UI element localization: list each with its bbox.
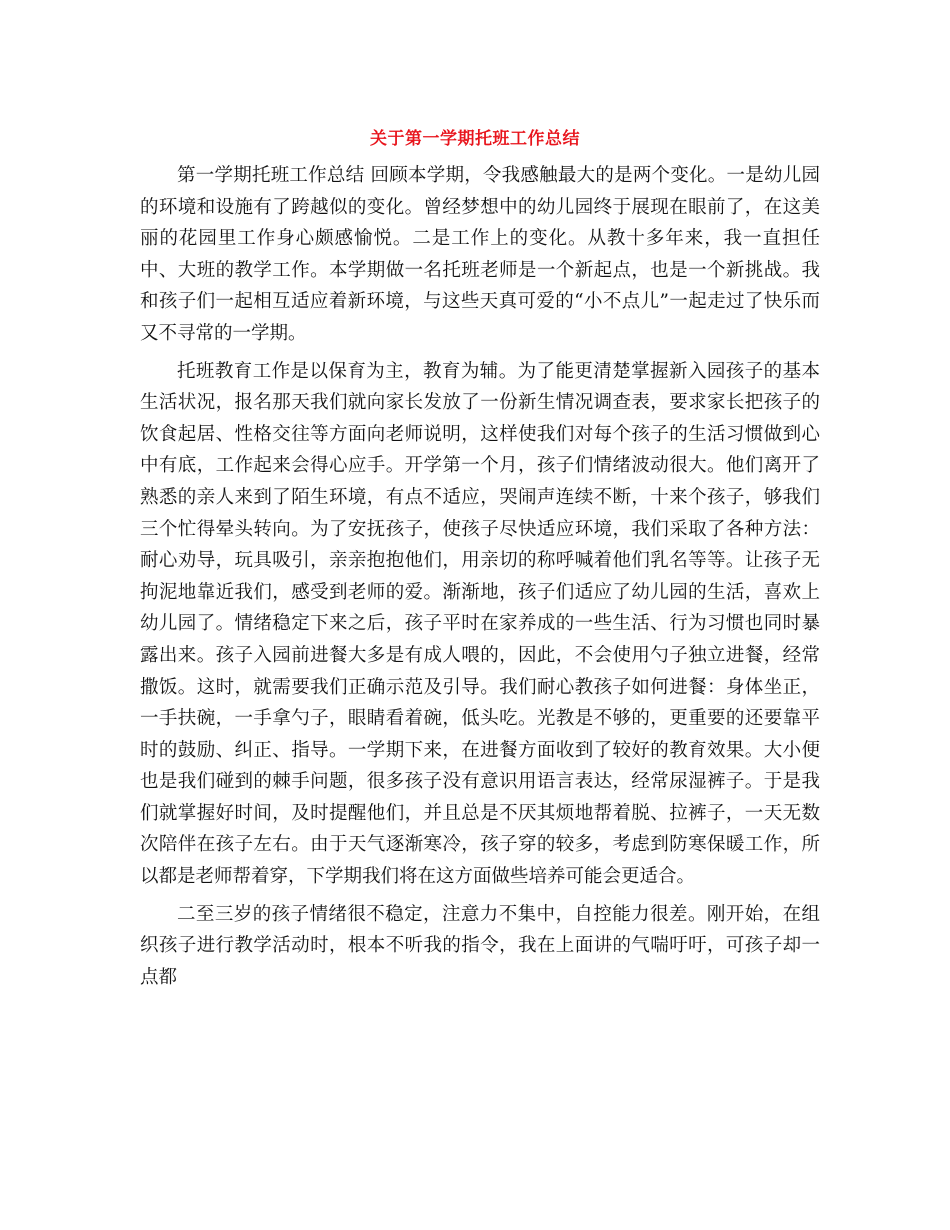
paragraph-1: 第一学期托班工作总结 回顾本学期，令我感触最大的是两个变化。一是幼儿园的环境和设施有了跨越似的变化。曾经梦想中的幼儿园终于展现在眼前了，在这美丽的花园里工作身心颇感愉悦。二是工作上的变化。从教十多年来，我一直担任中、大班的教学工作。本学期做一名托班老师是一个新起点，也是一个新挑战。我和孩子们一起相互适应着新环境，与这些天真可爱的“小不点儿”一起走过了快乐而又不寻常的一学期。 [140, 165, 820, 344]
document-body [140, 160, 820, 999]
document-title: 关于第一学期托班工作总结 [370, 129, 580, 149]
paragraph-2: 托班教育工作是以保育为主，教育为辅。为了能更清楚掌握新入园孩子的基本生活状况，报名那天我们就向家长发放了一份新生情况调查表，要求家长把孩子的饮食起居、性格交往等方面向老师说明，这样使我们对每个孩子的生活习惯做到心中有底，工作起来会得心应手。开学第一个月，孩子们情绪波动很大。他们离开了熟悉的亲人来到了陌生环境，有点不适应，哭闹声连续不断，十来个孩子，够我们三个忙得晕头转向。为了安抚孩子，使孩子尽快适应环境，我们采取了各种方法：耐心劝导，玩具吸引，亲亲抱抱他们，用亲切的称呼喊着他们乳名等等。让孩子无拘泥地靠近我们，感受到老师的爱。渐渐地，孩子们适应了幼儿园的生活，喜欢上幼儿园了。情绪稳定下来之后，孩子平时在家养成的一些生活、行为习惯也同时暴露出来。孩子入园前进餐大多是有成人喂的，因此，不会使用勺子独立进餐，经常撒饭。这时，就需要我们正确示范及引导。我们耐心教孩子如何进餐：身体坐正，一手扶碗，一手拿勺子，眼睛看着碗，低头吃。光教是不够的，更重要的还要靠平时的鼓励、纠正、指导。一学期下来，在进餐方面收到了较好的教育效果。大小便也是我们碰到的棘手问题，很多孩子没有意识用语言表达，经常尿湿裤子。于是我们就掌握好时间，及时提醒他们，并且总是不厌其烦地帮着脱、拉裤子，一天无数次陪伴在孩子左右。由于天气逐渐寒冷，孩子穿的较多，考虑到防寒保暖工作，所以都是老师帮着穿，下学期我们将在这方面做些培养可能会更适合。 [140, 360, 820, 888]
paragraph-3: 二至三岁的孩子情绪很不稳定，注意力不集中，自控能力很差。刚开始，在组织孩子进行教学活动时，根本不听我的指令，我在上面讲的气喘吁吁，可孩子却一点都 [140, 903, 820, 988]
